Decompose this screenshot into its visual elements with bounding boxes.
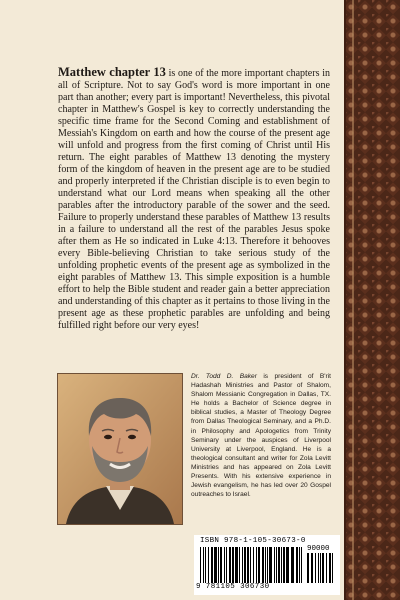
isbn-barcode <box>194 535 340 595</box>
barcode-bars <box>200 547 304 583</box>
author-name: Dr. Todd D. Baker <box>191 373 257 380</box>
isbn-number: ISBN 978-1-105-30673-0 <box>200 537 306 545</box>
description-body: is one of the more important chapters in all of Scripture. Not to say God's word is more important in one part than another; every part is important! Nevertheless, this pivotal chapter in Matthew's Gospel is key to correctly understanding the specific time frame for the Second Coming and establishment of Messiah's Kingdom on earth and how the course of the present age will unfold and progress from the first coming of Christ until His return. The eight parables of Matthew 13 denoting the mystery form of the kingdom of heaven in the present age are to be studied and properly interpreted if the Christian disciple is to even begin to understand what our Lord means when speaking all the other parables after the introductory parable of the sower and the seed. Failure to properly understand these parables of Matthew 13 results in a failure to understand all the rest of the parables Jesus spoke after them as He so indicated in Luke 4:13. Therefore it behooves every Bible-believing Christian to take serious study of the unfolding prophetic events of the present age as symbolized in the eight parables of Matthew 13. This simple exposition is a humble effort to help the Bible student and reader gain a better appreciation and understanding of this chapter as it pertains to those living in the present age as these prophetic parables are unfolding and being fulfilled right before our very eyes! <box>58 68 330 331</box>
author-bio <box>191 372 331 499</box>
author-bio-text: is president of B'rit Hadashah Ministries and Pastor of Shalom, Shalom Messianic Congregation in Dallas, TX. He holds a Bachelor of Science degree in biblical studies, a Master of Theology Degree from Dallas Theological Seminary, and a Ph.D. in Philosophy and Apologetics from Trinity Seminary under the auspices of Liverpool University at Liverpool, England. He is a theological consultant and writer for Zola Levitt Ministries and has appeared on Zola Levitt Presents. With his extensive experience in Jewish evangelism, he has led over 20 Gospel outreaches to Israel. <box>191 373 331 499</box>
addon-barcode-bars <box>307 553 335 583</box>
author-portrait-image <box>58 374 182 524</box>
border-edge-line <box>352 0 354 600</box>
barcode-digits: 9 781105 306730 <box>196 583 270 591</box>
price-code: 90000 <box>307 545 330 553</box>
book-description <box>58 66 330 332</box>
description-lead: Matthew chapter 13 <box>58 65 166 79</box>
author-photo <box>58 374 182 524</box>
